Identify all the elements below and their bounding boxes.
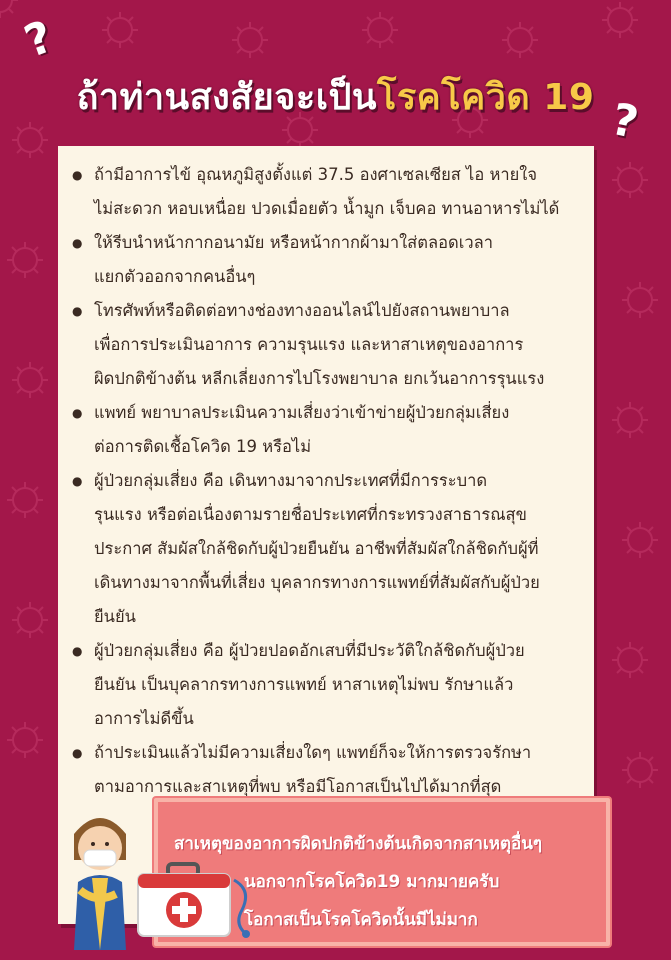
question-mark-right: ? bbox=[606, 93, 643, 150]
title-part-1: ถ้าท่านสงสัยจะเป็น bbox=[76, 77, 377, 118]
list-item-line: ผิดปกติข้างต้น หลีกเลี่ยงการไปโรงพยาบาล ยกเว้นอาการรุนแรง bbox=[94, 369, 545, 388]
list-item-line: เดินทางมาจากพื้นที่เสี่ยง บุคลากรทางการแพทย์ที่สัมผัสกับผู้ป่วย bbox=[94, 573, 540, 592]
list-item bbox=[70, 294, 586, 396]
first-aid-kit-icon bbox=[134, 860, 254, 940]
list-item-line: ● ผู้ป่วยกลุ่มเสี่ยง คือ เดินทางมาจากประเทศที่มีการระบาด bbox=[94, 471, 488, 490]
list-item-line: ต่อการติดเชื้อโควิด 19 หรือไม่ bbox=[94, 437, 312, 456]
person-with-mask-illustration bbox=[60, 800, 140, 950]
symptom-guidance-list bbox=[70, 158, 586, 804]
note-line-1: สาเหตุของอาการผิดปกติข้างต้นเกิดจากสาเหตุอื่นๆ bbox=[174, 834, 542, 854]
list-item bbox=[70, 226, 586, 294]
list-item-line: รุนแรง หรือต่อเนื่องตามรายชื่อประเทศที่กระทรวงสาธารณสุข bbox=[94, 505, 527, 524]
question-mark-left: ? bbox=[18, 11, 60, 68]
list-item bbox=[70, 736, 586, 804]
list-item-line: ● ให้รีบนำหน้ากากอนามัย หรือหน้ากากผ้ามาใส่ตลอดเวลา bbox=[94, 233, 493, 252]
list-item-line: ● แพทย์ พยาบาลประเมินความเสี่ยงว่าเข้าข่ายผู้ป่วยกลุ่มเสี่ยง bbox=[94, 403, 510, 422]
list-item bbox=[70, 158, 586, 226]
list-item bbox=[70, 396, 586, 464]
list-item-line: ยืนยัน bbox=[94, 607, 136, 626]
list-item-line: แยกตัวออกจากคนอื่นๆ bbox=[94, 267, 256, 286]
page-title bbox=[0, 68, 671, 125]
note-line-2: นอกจากโรคโควิด19 มากมายครับ bbox=[244, 872, 500, 892]
list-item-line: ยืนยัน เป็นบุคลากรทางการแพทย์ หาสาเหตุไม่พบ รักษาแล้ว bbox=[94, 675, 514, 694]
list-item-line: ประกาศ สัมผัสใกล้ชิดกับผู้ป่วยยืนยัน อาชีพที่สัมผัสใกล้ชิดกับผู้ที่ bbox=[94, 539, 539, 558]
list-item bbox=[70, 464, 586, 634]
list-item-line: ● ผู้ป่วยกลุ่มเสี่ยง คือ ผู้ป่วยปอดอักเสบที่มีประวัติใกล้ชิดกับผู้ป่วย bbox=[94, 641, 525, 660]
list-item-line: ● โทรศัพท์หรือติดต่อทางช่องทางออนไลน์ไปยังสถานพยาบาล bbox=[94, 301, 510, 320]
list-item-line: อาการไม่ดีขึ้น bbox=[94, 709, 194, 728]
list-item bbox=[70, 634, 586, 736]
list-item-line: ● ถ้าประเมินแล้วไม่มีความเสี่ยงใดๆ แพทย์ก็จะให้การตรวจรักษา bbox=[94, 743, 532, 762]
list-item-line: เพื่อการประเมินอาการ ความรุนแรง และหาสาเหตุของอาการ bbox=[94, 335, 524, 354]
title-part-2-highlight: โรคโควิด 19 bbox=[376, 77, 595, 118]
note-line-3: โอกาสเป็นโรคโควิดนั้นมีไม่มาก bbox=[244, 910, 478, 930]
list-item-line: ● ถ้ามีอาการไข้ อุณหภูมิสูงตั้งแต่ 37.5 องศาเซลเซียส ไอ หายใจ bbox=[94, 165, 538, 184]
list-item-line: ไม่สะดวก หอบเหนื่อย ปวดเมื่อยตัว น้ำมูก เจ็บคอ ทานอาหารไม่ได้ bbox=[94, 199, 560, 218]
list-item-line: ตามอาการและสาเหตุที่พบ หรือมีโอกาสเป็นไปได้มากที่สุด bbox=[94, 777, 502, 796]
